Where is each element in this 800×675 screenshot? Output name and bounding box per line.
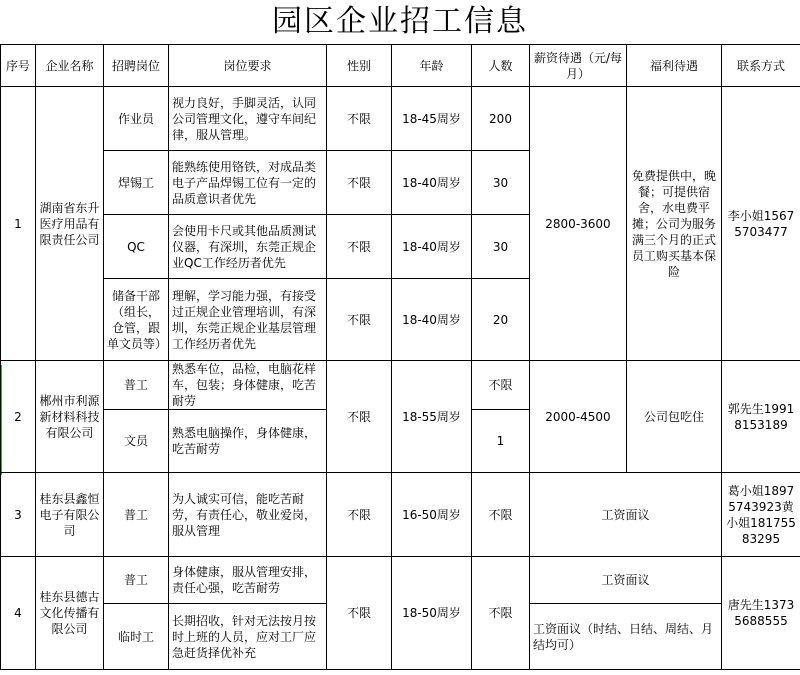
job-position: 临时工 bbox=[104, 604, 169, 670]
job-requirement: 视力良好，手脚灵活，认同公司管理文化，遵守车间纪律，服从管理。 bbox=[169, 87, 327, 151]
recruitment-table bbox=[0, 44, 800, 670]
job-requirement: 熟悉车位，品检，电脑花样车，包装；身体健康，吃苦耐劳 bbox=[169, 361, 327, 410]
page-title: 园区企业招工信息 bbox=[272, 4, 528, 39]
job-age: 18-40周岁 bbox=[392, 279, 472, 361]
company-no: 3 bbox=[1, 473, 36, 557]
job-count: 30 bbox=[472, 151, 530, 215]
company-name: 郴州市利源新材料科技有限公司 bbox=[36, 361, 104, 473]
company-name: 湖南省东升医疗用品有限责任公司 bbox=[36, 87, 104, 361]
company-salary: 2000-4500 bbox=[530, 361, 627, 473]
header-gender: 性别 bbox=[327, 45, 392, 87]
job-gender: 不限 bbox=[327, 87, 392, 151]
header-salary: 薪资待遇（元/每月） bbox=[530, 45, 627, 87]
header-position: 招聘岗位 bbox=[104, 45, 169, 87]
company-no: 2 bbox=[1, 361, 36, 473]
company-welfare: 免费提供中，晚餐；可提供宿舍，水电费平摊；公司为服务满三个月的正式员工购买基本保险 bbox=[627, 87, 722, 361]
company-contact: 唐先生13735688555 bbox=[722, 557, 800, 670]
job-position: QC bbox=[104, 215, 169, 279]
job-requirement: 能熟练使用铬铁，对成品类电子产品焊锡工位有一定的品质意识者优先 bbox=[169, 151, 327, 215]
job-requirement: 理解，学习能力强，有接受过正规企业管理培训，有深圳，东莞正规企业基层管理工作经历者优先 bbox=[169, 279, 327, 361]
job-position: 作业员 bbox=[104, 87, 169, 151]
company-age: 18-55周岁 bbox=[392, 361, 472, 473]
job-position: 普工 bbox=[104, 473, 169, 557]
job-gender: 不限 bbox=[327, 151, 392, 215]
job-count: 1 bbox=[472, 410, 530, 473]
company-gender: 不限 bbox=[327, 361, 392, 473]
job-position: 普工 bbox=[104, 361, 169, 410]
table-row bbox=[1, 87, 800, 151]
header-company: 企业名称 bbox=[36, 45, 104, 87]
job-requirement: 身体健康，服从管理安排，责任心强，吃苦耐劳 bbox=[169, 557, 327, 604]
header-age: 年龄 bbox=[392, 45, 472, 87]
job-gender: 不限 bbox=[327, 279, 392, 361]
company-count: 不限 bbox=[472, 557, 530, 670]
job-count: 200 bbox=[472, 87, 530, 151]
company-contact: 葛小姐18975743923黄小姐18175583295 bbox=[722, 473, 800, 557]
job-count: 不限 bbox=[472, 361, 530, 410]
job-requirement: 为人诚实可信，能吃苦耐劳，有责任心，敬业爱岗，服从管理 bbox=[169, 473, 327, 557]
header-welfare: 福利待遇 bbox=[627, 45, 722, 87]
job-position: 储备干部（组长，仓管，跟单文员等） bbox=[104, 279, 169, 361]
company-gender: 不限 bbox=[327, 557, 392, 670]
header-requirement: 岗位要求 bbox=[169, 45, 327, 87]
table-row bbox=[1, 361, 800, 410]
job-requirement: 熟悉电脑操作，身体健康，吃苦耐劳 bbox=[169, 410, 327, 473]
company-name: 桂东县德古文化传播有限公司 bbox=[36, 557, 104, 670]
company-salary: 工资面议 bbox=[530, 473, 722, 557]
job-age: 18-40周岁 bbox=[392, 151, 472, 215]
job-requirement: 会使用卡尺或其他品质测试仪器，有深圳，东莞正规企业QC工作经历者优先 bbox=[169, 215, 327, 279]
job-gender: 不限 bbox=[327, 215, 392, 279]
company-name: 桂东县鑫恒电子有限公司 bbox=[36, 473, 104, 557]
job-salary: 工资面议 bbox=[530, 557, 722, 604]
header-no: 序号 bbox=[1, 45, 36, 87]
header-contact: 联系方式 bbox=[722, 45, 800, 87]
company-salary: 2800-3600 bbox=[530, 87, 627, 361]
company-contact: 李小姐15675703477 bbox=[722, 87, 800, 361]
job-age: 18-40周岁 bbox=[392, 215, 472, 279]
company-welfare: 公司包吃住 bbox=[627, 361, 722, 473]
job-age: 16-50周岁 bbox=[392, 473, 472, 557]
job-count: 不限 bbox=[472, 473, 530, 557]
header-count: 人数 bbox=[472, 45, 530, 87]
job-position: 文员 bbox=[104, 410, 169, 473]
company-no: 4 bbox=[1, 557, 36, 670]
job-count: 30 bbox=[472, 215, 530, 279]
job-age: 18-45周岁 bbox=[392, 87, 472, 151]
job-salary: 工资面议（时结、日结、周结、月结均可） bbox=[530, 604, 722, 670]
company-age: 18-50周岁 bbox=[392, 557, 472, 670]
job-gender: 不限 bbox=[327, 473, 392, 557]
table-row bbox=[1, 473, 800, 557]
job-position: 普工 bbox=[104, 557, 169, 604]
job-requirement: 长期招收，针对无法按月按时上班的人员，应对工厂应急赶货择优补充 bbox=[169, 604, 327, 670]
company-contact: 郭先生19918153189 bbox=[722, 361, 800, 473]
company-no: 1 bbox=[1, 87, 36, 361]
job-count: 20 bbox=[472, 279, 530, 361]
table-row bbox=[1, 557, 800, 604]
header-row bbox=[1, 45, 800, 87]
job-position: 焊锡工 bbox=[104, 151, 169, 215]
